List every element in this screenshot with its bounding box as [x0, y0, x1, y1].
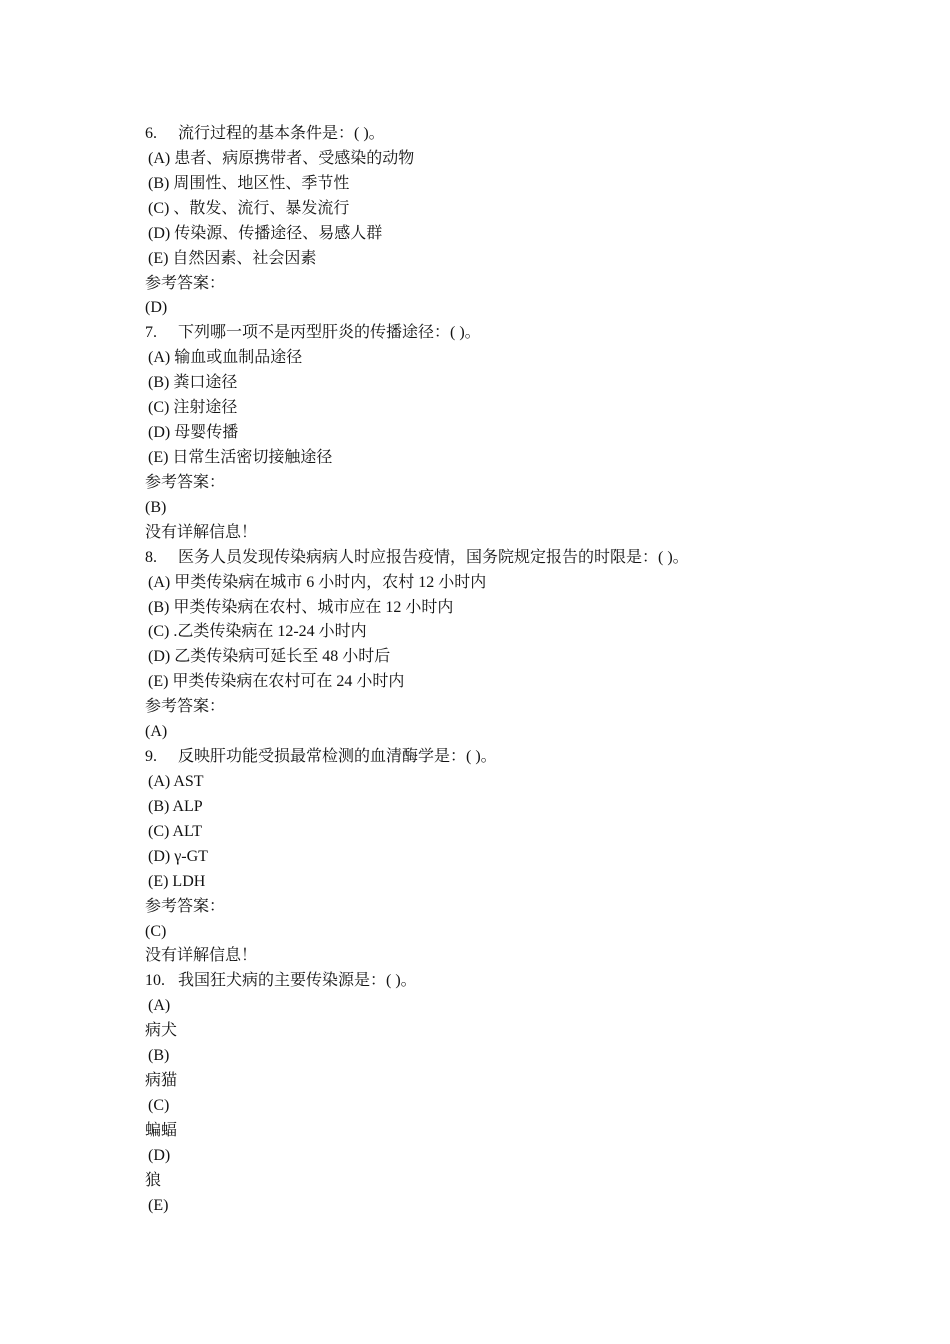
answer-label: 参考答案：: [145, 897, 226, 915]
option-b: (B) 甲类传染病在农村、城市应在 12 小时内: [148, 598, 454, 616]
answer-value: (D): [145, 299, 168, 317]
option-d: (D) γ-GT: [148, 847, 208, 865]
option-d: (D) 传染源、传播途径、易感人群: [148, 224, 383, 242]
option-e: (E) 甲类传染病在农村可在 24 小时内: [148, 673, 405, 691]
option-c: (C) 、散发、流行、暴发流行: [148, 199, 350, 217]
answer-label: 参考答案：: [145, 473, 226, 491]
option-a: (A) AST: [148, 772, 204, 790]
option-e: (E) LDH: [148, 872, 206, 890]
question-text: 反映肝功能受损最常检测的血清酶学是：( )。: [178, 748, 497, 766]
option-d: (D) 母婴传播: [148, 424, 239, 442]
answer-value: (A): [145, 723, 168, 741]
question-9: [145, 745, 825, 770]
question-text: 我国狂犬病的主要传染源是：( )。: [178, 972, 417, 990]
option-e-label: (E): [148, 1196, 169, 1214]
document-body: [145, 122, 825, 1219]
question-number: 6.: [145, 125, 157, 142]
question-number: 7.: [145, 324, 157, 342]
option-b: (B) ALP: [148, 797, 203, 815]
question-number: 10.: [145, 972, 165, 990]
question-8: [145, 546, 825, 571]
option-e: (E) 自然因素、社会因素: [148, 249, 317, 267]
answer-label: 参考答案：: [145, 698, 226, 716]
answer-value: (C): [145, 922, 167, 940]
option-c: (C) 注射途径: [148, 399, 238, 417]
question-text: 下列哪一项不是丙型肝炎的传播途径：( )。: [178, 324, 481, 342]
option-d-label: (D): [148, 1146, 171, 1164]
option-b: (B) 周围性、地区性、季节性: [148, 174, 350, 192]
question-text: 医务人员发现传染病病人时应报告疫情，国务院规定报告的时限是：( )。: [178, 548, 689, 566]
option-a: (A) 输血或血制品途径: [148, 349, 303, 367]
answer-label: 参考答案：: [145, 274, 226, 292]
option-b-label: (B): [148, 1047, 170, 1065]
option-c: (C) .乙类传染病在 12-24 小时内: [148, 623, 367, 641]
option-b: (B) 粪口途径: [148, 374, 238, 392]
option-e: (E) 日常生活密切接触途径: [148, 448, 333, 466]
question-10: [145, 969, 825, 994]
question-7: [145, 321, 825, 346]
question-6: [145, 122, 825, 147]
option-d: (D) 乙类传染病可延长至 48 小时后: [148, 648, 391, 666]
option-a: (A) 甲类传染病在城市 6 小时内，农村 12 小时内: [148, 573, 487, 591]
option-b-text: 病猫: [145, 1072, 178, 1090]
explanation-note: 没有详解信息！: [145, 947, 258, 965]
option-c: (C) ALT: [148, 822, 203, 840]
option-c-label: (C): [148, 1096, 170, 1114]
option-a-label: (A): [148, 997, 171, 1015]
question-number: 9.: [145, 748, 157, 766]
option-a: (A) 患者、病原携带者、受感染的动物: [148, 149, 415, 167]
question-number: 8.: [145, 548, 157, 566]
option-c-text: 蝙蝠: [145, 1121, 178, 1139]
explanation-note: 没有详解信息！: [145, 523, 258, 541]
answer-value: (B): [145, 498, 167, 516]
option-d-text: 狼: [145, 1171, 162, 1189]
question-text: 流行过程的基本条件是：( )。: [178, 125, 385, 142]
option-a-text: 病犬: [145, 1022, 178, 1040]
